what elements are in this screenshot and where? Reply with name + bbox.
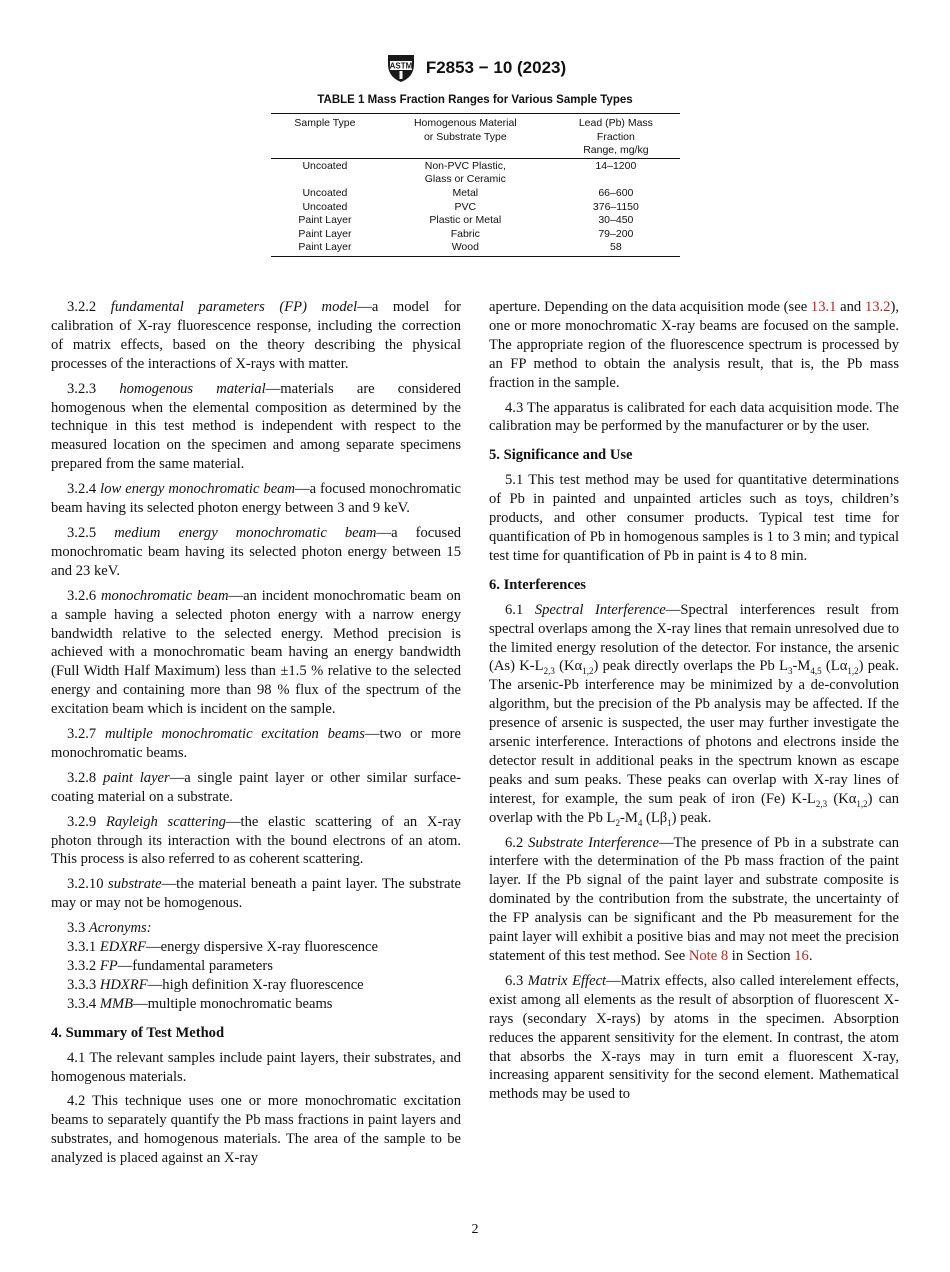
table-cell: 79–200 (598, 227, 634, 240)
section-13-2-link[interactable]: 13.2 (864, 299, 891, 315)
paragraph-4-2: 4.2 This technique uses one or more monochromatic excitation beams to separately quantify the Pb mass fractions in paint layers and substrates, and homogenous materials. The area of the sample to be analyzed is placed against an X-ray (51, 1093, 461, 1167)
table-cell: Fabric (450, 227, 480, 240)
paragraph-6-3: 6.3 Matrix Effect—Matrix effects, also called interelement effects, exist among all elements as the result of absorption of fluorescent X-rays (secondary X-rays) by atoms in the specimen. Absorption reduces the apparent sensitivity for the element. In contrast, the atom that absorbs the X-rays may in turn emit a fluorescent X-ray, increasing apparent sensitivity for the second element. Mathematical methods may be used to (489, 972, 899, 1103)
table-cell: 14–1200 (595, 159, 637, 172)
definition-3-2-9: 3.2.9 Rayleigh scattering—the elastic scattering of an X-ray photon through its interaction with the bound electrons of an atom. This process is also referred to as coherent scattering. (51, 813, 462, 868)
table-body (271, 158, 680, 256)
table-row (271, 201, 680, 215)
table-cell: 30–450 (598, 214, 634, 227)
table-cell: 58 (552, 241, 680, 256)
definition-3-2-3: 3.2.3 homogenous material—materials are considered homogenous when the elemental composition as determined by the technique in this test method is independent with respect to the measured location on the specimen and among separate specimens prepared from the same material. (51, 380, 461, 473)
acronyms-heading: 3.3 Acronyms: (67, 920, 152, 937)
column-header: Homogenous Material or Substrate Type (379, 114, 552, 159)
definition-3-2-6: 3.2.6 monochromatic beam—an incident monochromatic beam on a sample having a selected photon energy with a narrow energy bandwidth relative to the selected energy. Method precision is achieved with a monochromatic beam having an energy bandwidth (Full Width Half Maximum) less than ±1.5 % relative to the selected energy and containing more than 98 % flux of the spectrum of the excitation beam which is incident on the sample. (51, 587, 461, 718)
table-cell: Paint Layer (298, 227, 352, 240)
table-cell: PVC (454, 200, 477, 213)
left-column (51, 298, 461, 1174)
table-cell: Uncoated (302, 200, 348, 213)
table-cell: 376–1150 (592, 200, 639, 213)
section-4-heading: 4. Summary of Test Method (51, 1024, 225, 1041)
page-header (0, 50, 950, 86)
acronym-3-3-4: 3.3.4 MMB—multiple monochromatic beams (67, 995, 333, 1012)
column-header: Lead (Pb) Mass Fraction Range, mg/kg (552, 114, 680, 159)
paragraph-4-1: 4.1 The relevant samples include paint layers, their substrates, and homogenous materials. (51, 1049, 461, 1085)
section-16-link[interactable]: 16 (794, 948, 809, 964)
definition-3-2-5: 3.2.5 medium energy monochromatic beam—a focused monochromatic beam having its selected photon energy between 15 and 23 keV. (51, 524, 462, 579)
acronym-3-3-2: 3.3.2 FP—fundamental parameters (67, 958, 273, 974)
table-cell: Paint Layer (298, 214, 352, 227)
definition-3-2-2: 3.2.2 fundamental parameters (FP) model—a model for calibration of X-ray fluorescence response, including the correction of matrix effects, based on the theory describing the physical processes of the interactions of X-rays with matter. (51, 299, 461, 372)
table-row (271, 214, 680, 228)
table-cell: Wood (379, 241, 552, 256)
table-cell: Plastic or Metal (429, 214, 502, 227)
table-header-row (271, 114, 680, 159)
table-title: TABLE 1 Mass Fraction Ranges for Various Sample Types (317, 94, 633, 106)
table-cell: Non-PVC Plastic, Glass or Ceramic (424, 159, 506, 186)
definition-3-2-10: 3.2.10 substrate—the material beneath a paint layer. The substrate may or may not be homogenous. (51, 876, 461, 912)
paragraph-4-2-continued: aperture. Depending on the data acquisition mode (see 13.1 and 13.2), one or more monochromatic X-ray beams are focused on the sample. The appropriate region of the fluorescence spectrum is processed by an FP method to obtain the analysis result, that is, the Pb mass fraction in the sample. (489, 299, 899, 391)
table-row (271, 228, 680, 242)
section-5-heading: 5. Significance and Use (489, 447, 633, 464)
column-header: Sample Type (271, 114, 379, 159)
table-cell: Paint Layer (271, 241, 379, 256)
paragraph-6-2: 6.2 Substrate Interference—The presence of Pb in a substrate can interfere with the determination of the Pb mass fraction of the paint layer. If the Pb signal of the paint layer and substrate composite is dominated by the contribution from the substrate, the uncertainty of the FP analysis can be significant and the Pb measurement for the paint layer will exhibit a positive bias and may not meet the precision statement of this test method. See Note 8 in Section 16. (489, 834, 899, 964)
definition-3-2-4: 3.2.4 low energy monochromatic beam—a focused monochromatic beam having its selected photon energy between 3 and 9 keV. (51, 481, 462, 517)
astm-logo-icon (384, 53, 418, 83)
table-row (271, 241, 680, 256)
acronym-3-3-3: 3.3.3 HDXRF—high definition X-ray fluorescence (67, 976, 364, 993)
paragraph-6-1: 6.1 Spectral Interference—Spectral interferences result from spectral overlaps among the X-ray lines that remain unresolved due to the limited energy resolution of the detector. For instance, the arsenic (As) $K-L_{2,3}$ $(K\alpha_{1,2})$ peak directly overlaps the Pb $L_3-M_{4,5}$ $(L\alpha_{1,2})$ peak. The arsenic-Pb interference may be minimized by a de-convolution algorithm, but the precision of the Pb analysis may be affected. If the presence of arsenic is suspected, the user may further investigate the arsenic interference. Interactions of photons and electrons inside the detector result in additional peaks in the spectrum known as escape peaks and sum peaks. These peaks can overlap with X-ray lines of interest, for example, the sum peak of iron (Fe) $K-L_{2,3}$ $(K\alpha_{1,2})$ can overlap with the Pb $L_2-M_4$ $(L\beta_1)$ peak. (489, 601, 900, 828)
table-cell: Metal (452, 186, 479, 199)
svg-text:ASTM: ASTM (389, 61, 413, 71)
definition-3-2-7: 3.2.7 multiple monochromatic excitation beams—two or more monochromatic beams. (51, 726, 461, 761)
section-6-heading: 6. Interferences (489, 576, 586, 593)
acronym-3-3-1: 3.3.1 EDXRF—energy dispersive X-ray fluorescence (67, 939, 378, 956)
note-8-link[interactable]: Note 8 (688, 948, 729, 964)
paragraph-4-3: 4.3 The apparatus is calibrated for each data acquisition mode. The calibration may be performed by the manufacturer or by the user. (489, 399, 899, 435)
table-cell: Uncoated (302, 159, 348, 172)
table-row (271, 187, 680, 201)
table-cell: Uncoated (302, 186, 348, 199)
right-column (489, 298, 899, 1110)
mass-fraction-table (271, 113, 680, 257)
table-cell: 66–600 (598, 186, 634, 199)
definition-3-2-8: 3.2.8 paint layer—a single paint layer or other similar surface-coating material on a substrate. (51, 769, 461, 805)
table-row (271, 158, 680, 187)
paragraph-5-1: 5.1 This test method may be used for quantitative determinations of Pb in painted and unpainted articles such as toys, children’s products, and other consumer products. Typical test time for quantification of Pb in homogenous samples is 1 to 3 min; and typical test time for quantification of Pb in paint is 4 to 8 min. (489, 472, 899, 564)
page-number: 2 (471, 1222, 479, 1237)
document-id: F2853 − 10 (2023) (425, 58, 567, 77)
section-13-1-link[interactable]: 13.1 (810, 299, 837, 315)
